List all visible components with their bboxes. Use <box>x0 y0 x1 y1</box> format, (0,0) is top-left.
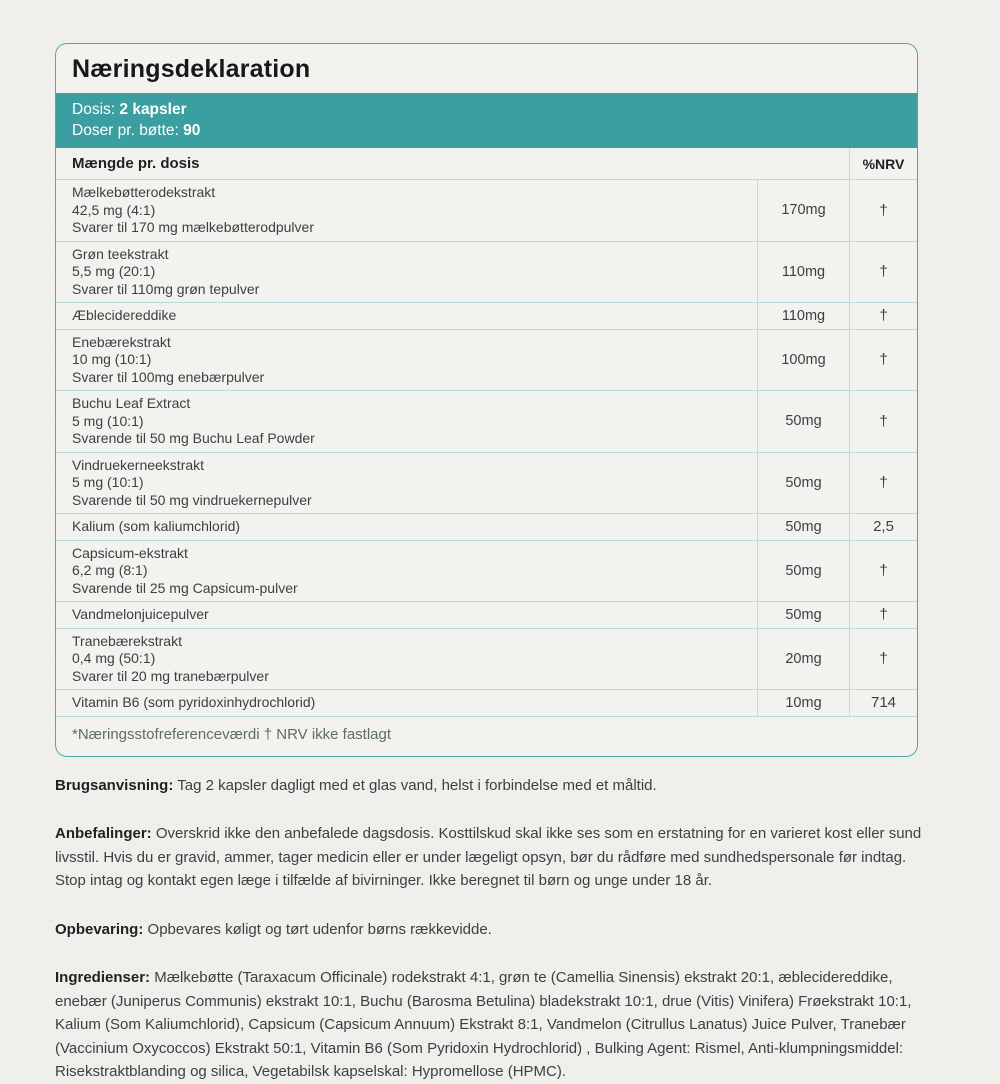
servings-value: 90 <box>183 122 201 139</box>
table-row <box>56 330 917 392</box>
amount-cell: 50mg <box>757 602 849 628</box>
table-row <box>56 453 917 515</box>
ingredient-name-line: Æblecidereddike <box>72 307 177 323</box>
storage-label: Opbevaring: <box>55 920 144 938</box>
table-row <box>56 303 917 330</box>
table-row <box>56 514 917 541</box>
panel-title: Næringsdeklaration <box>72 55 311 83</box>
ingredient-name-line: Svarende til 50 mg vindruekernepulver <box>72 491 312 508</box>
ingredient-name-line: 5,5 mg (20:1) <box>72 263 156 279</box>
ingredient-name <box>56 303 757 329</box>
servings-line <box>72 120 901 141</box>
ingredient-name-line: Capsicum-ekstrakt <box>72 544 188 561</box>
nutrition-table <box>56 148 917 756</box>
ingredient-name-line: Tranebærekstrakt <box>72 632 182 649</box>
table-row <box>56 180 917 242</box>
nrv-cell: † <box>849 629 917 690</box>
amount-cell: 50mg <box>757 453 849 514</box>
ingredient-name <box>56 180 757 241</box>
dose-value: 2 kapsler <box>119 101 187 118</box>
ingredient-name <box>56 242 757 303</box>
ingredient-name-line: 10 mg (10:1) <box>72 351 152 367</box>
ingredient-name-line: Kalium (som kaliumchlorid) <box>72 518 241 534</box>
nrv-cell: † <box>849 391 917 452</box>
amount-cell: 170mg <box>757 180 849 241</box>
dose-label: Dosis: <box>72 101 116 118</box>
amount-cell: 50mg <box>757 514 849 540</box>
ingredient-name-line: Svarende til 50 mg Buchu Leaf Powder <box>72 430 315 446</box>
ingredient-name-line: Svarer til 170 mg mælkebøtterodpulver <box>72 219 314 235</box>
ingredient-name-line: 5 mg (10:1) <box>72 474 144 490</box>
ingredient-name-line: Buchu Leaf Extract <box>72 395 191 411</box>
usage-text: Tag 2 kapsler dagligt med et glas vand, helst i forbindelse med et måltid. <box>177 776 657 794</box>
usage-section <box>55 774 940 798</box>
amount-cell: 20mg <box>757 629 849 690</box>
ingredient-name-line: Mælkebøtterodekstrakt <box>72 184 216 200</box>
ingredient-name <box>56 602 757 628</box>
info-sections <box>55 774 940 1084</box>
dose-line <box>72 99 901 120</box>
amount-cell: 50mg <box>757 541 849 602</box>
nrv-cell: † <box>849 602 917 628</box>
ingredient-name-line: Svarende til 25 mg Capsicum-pulver <box>72 579 298 596</box>
table-row <box>56 242 917 304</box>
recommendations-label: Anbefalinger: <box>55 825 152 842</box>
ingredient-name-line: Enebærekstrakt <box>72 333 171 350</box>
ingredient-name-line: Svarer til 110mg grøn tepulver <box>72 280 260 297</box>
ingredient-name <box>56 541 757 602</box>
table-row <box>56 541 917 603</box>
recommendations-section <box>55 822 940 893</box>
storage-text: Opbevares køligt og tørt udenfor børns rækkevidde. <box>147 920 492 938</box>
nutrition-panel <box>55 43 918 757</box>
ingredient-name-line: Vitamin B6 (som pyridoxinhydrochlorid) <box>72 694 316 710</box>
nrv-cell: † <box>849 242 917 303</box>
table-header-row <box>56 148 917 180</box>
column-header-amount-per-dose: Mængde pr. dosis <box>72 155 200 172</box>
nrv-cell: 2,5 <box>849 514 917 540</box>
table-row <box>56 391 917 453</box>
table-row <box>56 690 917 717</box>
amount-cell: 110mg <box>757 303 849 329</box>
storage-section <box>55 918 940 942</box>
ingredient-name-line: Grøn teekstrakt <box>72 245 169 262</box>
ingredients-section <box>55 966 940 1084</box>
ingredients-label: Ingredienser: <box>55 969 151 986</box>
ingredient-name-line: Svarer til 100mg enebærpulver <box>72 368 265 385</box>
servings-label: Doser pr. bøtte: <box>72 122 179 139</box>
nrv-cell: 714 <box>849 690 917 716</box>
nrv-footnote: *Næringsstofreferenceværdi † NRV ikke fastlagt <box>72 725 392 743</box>
nrv-cell: † <box>849 541 917 602</box>
ingredients-text: Mælkebøtte (Taraxacum Officinale) rodekstrakt 4:1, grøn te (Camellia Sinensis) ekstrakt 20:1, æblecidereddike, enebær (Juniperus Communis) ekstrakt 10:1, Buchu (Barosma Betulina) bladekstrakt 10:1, drue (Vitis) Vinifera) Frøekstrakt 10:1, Kalium (Som Kaliumchlorid), Capsicum (Capsicum Annuum) Ekstrakt 8:1, Vandmelon (Citrullus Lanatus) Juice Pulver, Tranebær (Vaccinium Oxycoccos) Ekstrakt 50:1, Vitamin B6 (Som Pyridoxin Hydrochlorid) , Bulking Agent: Rismel, Anti-klumpningsmiddel: Risekstraktblanding og silica, Vegetabilsk kapselskal: Hypromellose (HPMC). <box>55 969 912 1080</box>
ingredient-name <box>56 330 757 391</box>
table-row <box>56 629 917 691</box>
ingredient-name <box>56 391 757 452</box>
nrv-cell: † <box>849 180 917 241</box>
usage-label: Brugsanvisning: <box>55 776 174 794</box>
amount-cell: 50mg <box>757 391 849 452</box>
amount-cell: 10mg <box>757 690 849 716</box>
ingredient-name <box>56 514 757 540</box>
ingredient-name-line: 5 mg (10:1) <box>72 412 144 429</box>
ingredient-name <box>56 453 757 514</box>
nrv-cell: † <box>849 303 917 329</box>
ingredient-name <box>56 690 757 716</box>
nrv-cell: † <box>849 330 917 391</box>
ingredient-name-line: Vindruekerneekstrakt <box>72 456 205 473</box>
amount-cell: 100mg <box>757 330 849 391</box>
nrv-cell: † <box>849 453 917 514</box>
ingredient-name-line: 6,2 mg (8:1) <box>72 562 148 578</box>
table-body <box>56 180 917 717</box>
amount-cell: 110mg <box>757 242 849 303</box>
ingredient-name-line: 0,4 mg (50:1) <box>72 650 156 666</box>
ingredient-name-line: 42,5 mg (4:1) <box>72 201 156 218</box>
column-header-nrv: %NRV <box>849 148 917 179</box>
ingredient-name <box>56 629 757 690</box>
ingredient-name-line: Vandmelonjuicepulver <box>72 606 209 622</box>
table-row <box>56 602 917 629</box>
dose-band <box>56 93 917 148</box>
ingredient-name-line: Svarer til 20 mg tranebærpulver <box>72 667 269 684</box>
recommendations-text: Overskrid ikke den anbefalede dagsdosis. Kosttilskud skal ikke ses som en erstatning for en varieret kost eller sund livsstil. Hvis du er gravid, ammer, tager medicin eller er under lægeligt opsyn, bør du rådføre med sundhedspersonale før indtag. Stop intag og kontakt egen læge i tilfælde af bivirninger. Ikke beregnet til børn og unge under 18 år. <box>55 825 922 889</box>
